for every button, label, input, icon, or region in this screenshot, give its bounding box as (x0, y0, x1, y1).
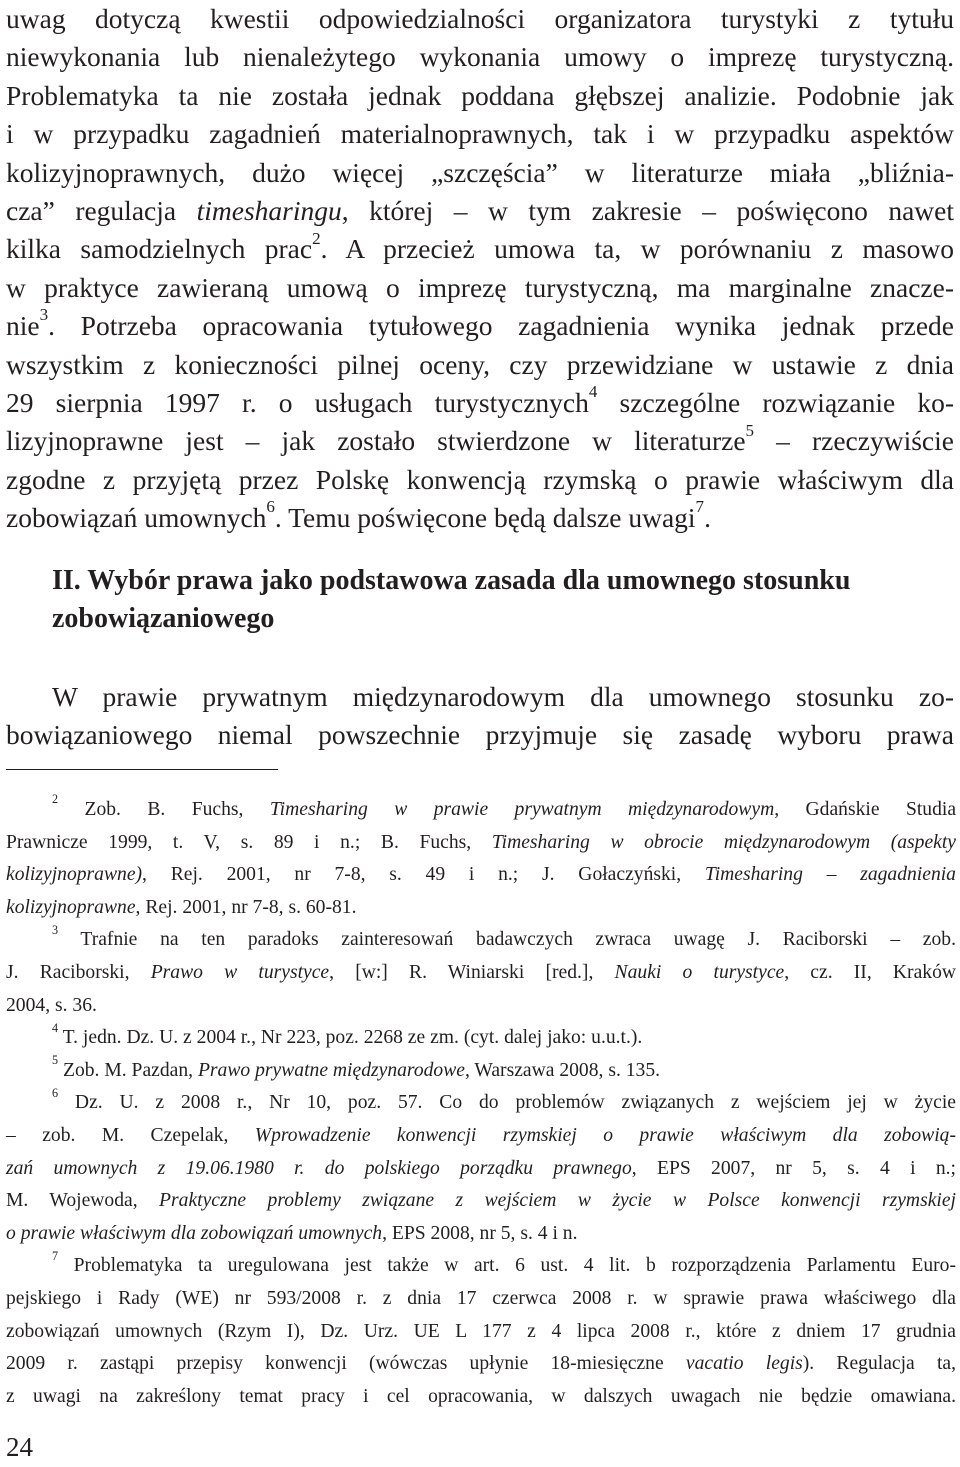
footnote-5 (6, 1055, 956, 1088)
section-number: II. (52, 565, 81, 596)
footnote-line: J. Raciborski, Prawo w turystyce, [w:] R. Winiarski [red.], Nauki o turystyce, cz. II, Kraków (6, 961, 957, 983)
footnote-line: – zob. M. Czepelak, Wprowadzenie konwencji rzymskiej o prawie właściwym dla zobowią- (6, 1124, 956, 1146)
page-number: 24 (6, 1432, 33, 1462)
text-line: wszystkim z konieczności pilnej oceny, czy przewidziane w ustawie z dnia (6, 348, 954, 380)
text-line: zgodne z przyjętą przez Polskę konwencją rzymską o prawie właściwym dla (6, 463, 954, 495)
text-line: cza” regulacja timesharingu, której – w tym zakresie – poświęcono nawet (6, 195, 954, 227)
footnote-line: $^3$ Trafnie na ten paradoks zainteresowań badawczych zwraca uwagę J. Raciborski – zob. (52, 922, 956, 951)
footnote-line: 2009 r. zastąpi przepisy konwencji (wówczas upłynie 18-miesięczne vacatio legis). Regulacja ta, (6, 1353, 956, 1375)
footnote-line: $^2$ Zob. B. Fuchs, Timesharing w prawie prywatnym międzynarodowym, Gdańskie Studia (52, 792, 957, 820)
text-line: kolizyjnoprawnych, dużo więcej „szczęścia” w literaturze miała „bliźnia- (6, 156, 954, 188)
footnote-ref-3[interactable]: 3 (39, 305, 49, 325)
text-line: bowiązaniowego niemal powszechnie przyjmuje się zasadę wyboru prawa (6, 719, 954, 751)
footnote-ref-5[interactable]: 5 (745, 420, 755, 440)
footnote-line: 2004, s. 36. (6, 994, 97, 1016)
footnote-ref-2[interactable]: 2 (312, 228, 321, 248)
footnote-line: $^5$ Zob. M. Pazdan, Prawo prywatne międzynarodowe, Warszawa 2008, s. 135. (52, 1053, 661, 1081)
heading-line: zobowiązaniowego (52, 603, 275, 634)
footnote-line: kolizyjnoprawne), Rej. 2001, nr 7-8, s. 49 i n.; J. Gołaczyński, Timesharing – zagadnienia (6, 864, 956, 886)
text-line: W prawie prywatnym międzynarodowym dla umownego stosunku zo- (52, 681, 954, 712)
footnote-line: $^7$ Problematyka ta uregulowana jest także w art. 6 ust. 4 lit. b rozporządzenia Parlamentu Euro- (52, 1248, 956, 1277)
footnote-separator (6, 769, 278, 770)
footnote-line: o prawie właściwym dla zobowiązań umownych, EPS 2008, nr 5, s. 4 i n. (6, 1222, 578, 1244)
footnote-line: z uwagi na zakreślony temat pracy i cel opracowania, w dalszych uwagach nie będzie omawiana. (6, 1385, 956, 1407)
footnote-ref-7[interactable]: 7 (695, 497, 705, 517)
footnote-3 (6, 924, 956, 1022)
text-line: niewykonania lub nienależytego wykonania umowy o imprezę turystyczną. (6, 41, 954, 73)
text-line: Problematyka ta nie została jednak poddana głębszej analizie. Podobnie jak (6, 79, 954, 111)
footnote-7 (6, 1250, 956, 1413)
text-line: zobowiązań umownych$^6$. Temu poświęcone będą dalsze uwagi$^7$. (6, 497, 711, 534)
text-line: i w przypadku zagadnień materialnoprawnych, tak i w przypadku aspektów (6, 118, 954, 150)
footnote-2 (6, 794, 956, 924)
text-line: uwag dotyczą kwestii odpowiedzialności organizatora turystyki z tytułu (6, 3, 954, 34)
text-line: 29 sierpnia 1997 r. o usługach turystycznych$^4$ szczególne rozwiązanie ko- (6, 382, 954, 419)
footnote-marker: 3 (52, 922, 59, 937)
footnote-line: kolizyjnoprawne, Rej. 2001, nr 7-8, s. 60-81. (6, 896, 357, 918)
footnote-line: pejskiego i Rady (WE) nr 593/2008 r. z dnia 17 czerwca 2008 r. w sprawie prawa właściwego dla (6, 1287, 956, 1309)
footnote-line: zobowiązań umownych (Rzym I), Dz. Urz. UE L 177 z 4 lipca 2008 r., które z dniem 17 grudnia (6, 1320, 956, 1342)
text-line: nie$^3$. Potrzeba opracowania tytułowego zagadnienia wynika jednak przede (6, 305, 954, 342)
footnote-marker: 2 (52, 792, 59, 807)
section-heading (52, 562, 957, 638)
text-line: lizyjnoprawne jest – jak zostało stwierdzone w literaturze$^5$ – rzeczywiście (6, 420, 954, 457)
heading-line: II. Wybór prawa jako podstawowa zasada dla umownego stosunku (52, 565, 851, 596)
footnote-marker: 5 (52, 1053, 59, 1068)
text-line: w praktyce zawieraną umową o imprezę turystyczną, ma marginalne znacze- (6, 271, 954, 303)
footnotes (6, 794, 956, 1413)
footnote-line: $^6$ Dz. U. z 2008 r., Nr 10, poz. 57. Co do problemów związanych z wejściem jej w życie (52, 1085, 956, 1114)
footnote-line: zań umownych z 19.06.1980 r. do polskiego porządku prawnego, EPS 2007, nr 5, s. 4 i n.; (6, 1157, 956, 1179)
footnote-line: $^4$ T. jedn. Dz. U. z 2004 r., Nr 223, poz. 2268 ze zm. (cyt. dalej jako: u.u.t.). (52, 1020, 643, 1049)
footnote-marker: 6 (52, 1085, 59, 1100)
italic-term: timesharingu (196, 195, 342, 227)
text-line: kilka samodzielnych prac$^2$. A przecież umowa ta, w porównaniu z masowo (6, 228, 954, 265)
footnote-4 (6, 1022, 956, 1055)
footnote-marker: 4 (52, 1020, 59, 1035)
footnote-ref-4[interactable]: 4 (588, 382, 598, 402)
footnote-line: Prawnicze 1999, t. V, s. 89 i n.; B. Fuchs, Timesharing w obrocie międzynarodowym (aspekty (6, 831, 956, 853)
body-paragraph-1 (6, 0, 954, 538)
footnote-line: M. Wojewoda, Praktyczne problemy związane z wejściem w życie w Polsce konwencji rzymskiej (6, 1190, 956, 1212)
footnote-6 (6, 1087, 956, 1250)
footnote-ref-6[interactable]: 6 (266, 497, 275, 517)
body-paragraph-2 (6, 678, 954, 755)
footnote-marker: 7 (52, 1248, 59, 1263)
